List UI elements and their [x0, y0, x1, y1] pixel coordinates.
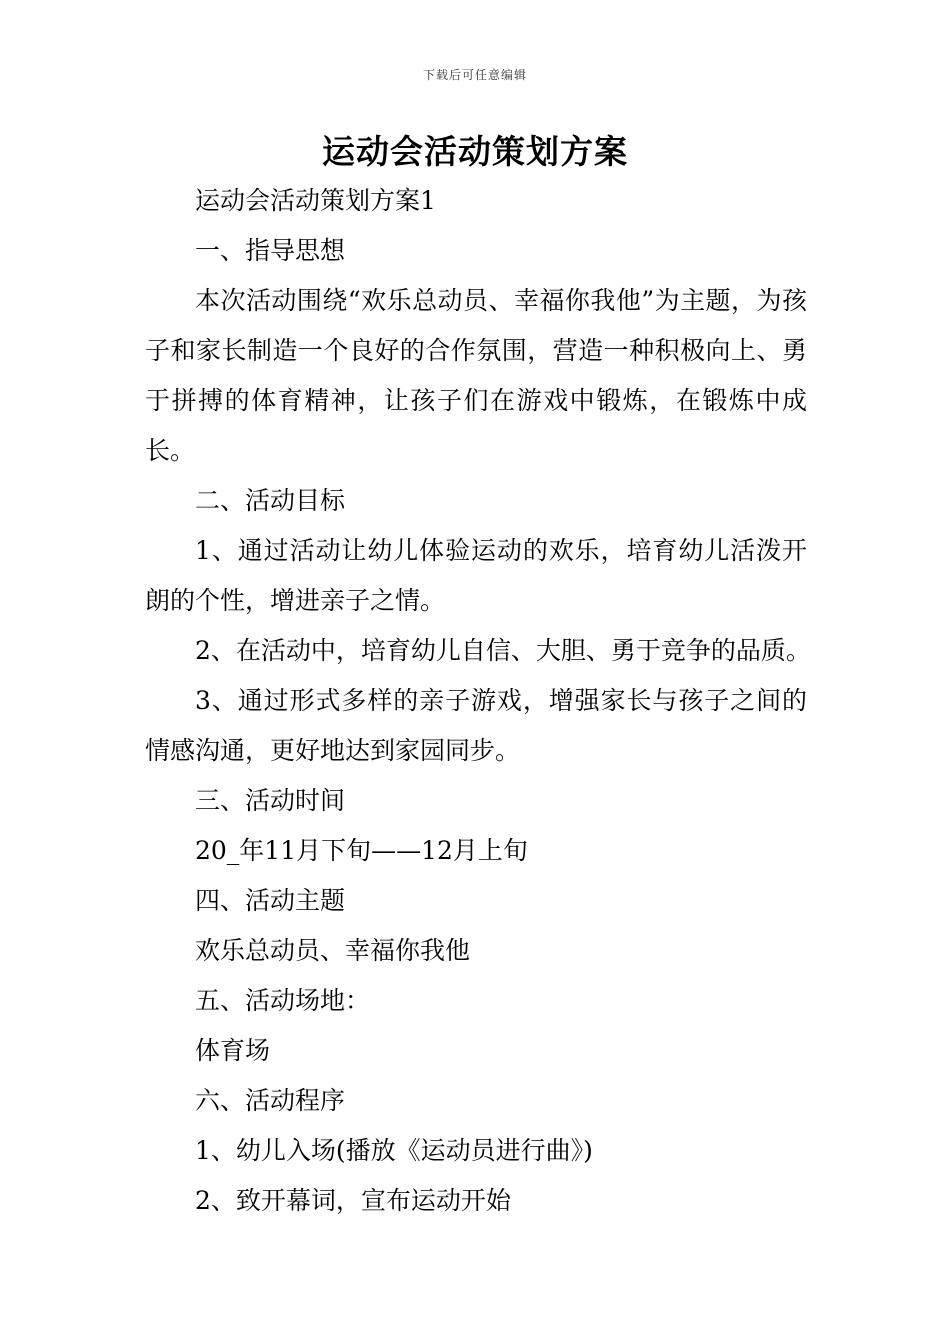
section-heading-objectives: 二、活动目标 — [195, 486, 346, 515]
section-heading-time: 三、活动时间 — [195, 786, 346, 815]
page-header-note: 下载后可任意编辑 — [422, 68, 527, 82]
section-heading-theme: 四、活动主题 — [195, 886, 346, 915]
document-body — [145, 176, 811, 1226]
activity-time: 20_年11月下旬——12月上旬 — [195, 836, 528, 865]
section-heading-venue: 五、活动场地： — [195, 986, 371, 1015]
procedure-item-1: 1、幼儿入场(播放《运动员进行曲》) — [195, 1136, 593, 1165]
objective-item-1: 1、通过活动让幼儿体验运动的欢乐，培育幼儿活泼开朗的个性，增进亲子之情。 — [145, 536, 807, 615]
objective-item-3: 3、通过形式多样的亲子游戏，增强家长与孩子之间的情感沟通，更好地达到家园同步。 — [145, 686, 807, 765]
subtitle: 运动会活动策划方案1 — [195, 186, 436, 215]
procedure-item-2: 2、致开幕词，宣布运动开始 — [195, 1186, 511, 1215]
section-heading-guiding-ideology: 一、指导思想 — [195, 236, 346, 265]
activity-venue: 体育场 — [195, 1036, 271, 1065]
paragraph-guiding-ideology: 本次活动围绕“欢乐总动员、幸福你我他”为主题，为孩子和家长制造一个良好的合作氛围，营造一种积极向上、勇于拼搏的体育精神，让孩子们在游戏中锻炼，在锻炼中成长。 — [145, 286, 807, 465]
document-title: 运动会活动策划方案 — [322, 132, 628, 171]
objective-item-2: 2、在活动中，培育幼儿自信、大胆、勇于竞争的品质。 — [195, 636, 811, 665]
activity-theme: 欢乐总动员、幸福你我他 — [195, 936, 471, 965]
section-heading-procedure: 六、活动程序 — [195, 1086, 346, 1115]
